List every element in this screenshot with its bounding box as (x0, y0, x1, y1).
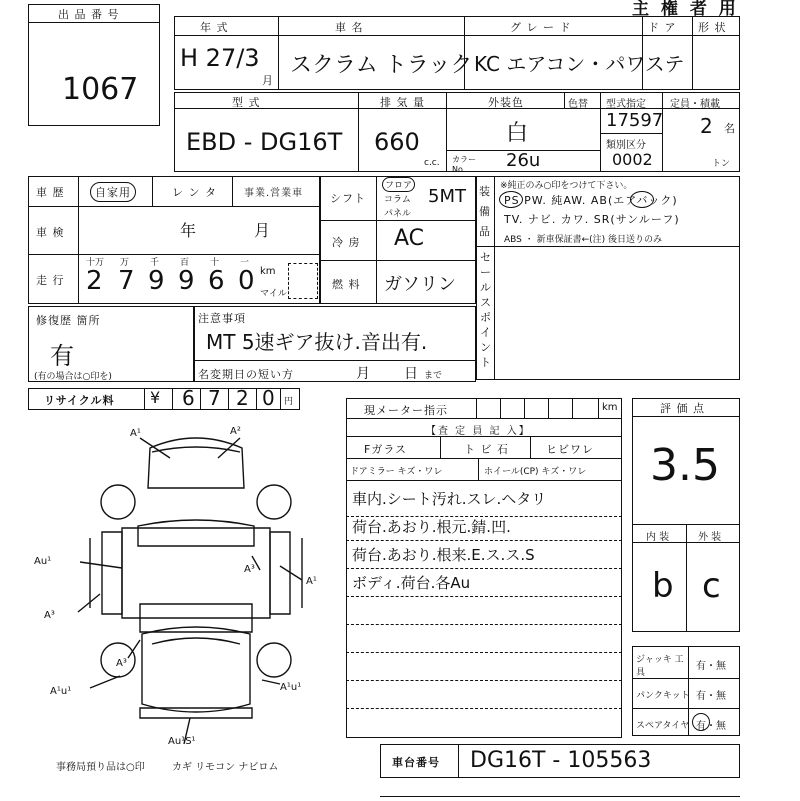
ac-label: 冷 房 (332, 236, 361, 249)
chassis-label: 車台番号 (392, 756, 440, 769)
inspector-note: ボディ.荷台.各Au (352, 574, 471, 592)
page-title: 主 権 者 用 (632, 0, 739, 19)
shift-option-panel: パネル (384, 209, 412, 219)
damage-mark: Au¹ (34, 556, 52, 567)
interior-label: 内 装 (646, 532, 670, 543)
mileage-place: 千 (150, 258, 160, 268)
equipment-note: ※純正のみ○印をつけて下さい。 (500, 181, 633, 191)
history-label: 車 歴 (36, 186, 65, 199)
color-label: 外装色 (488, 96, 524, 109)
wheel-label: ホイール(CP) キズ・ワレ (484, 467, 587, 477)
chassis-value: DG16T - 105563 (470, 748, 652, 773)
repair-value: 有 (50, 342, 74, 370)
meter-unit: km (602, 402, 618, 413)
cc-label: 排 気 量 (380, 96, 425, 109)
mileage-label: 走 行 (36, 274, 65, 287)
recycle-digit: 0 (262, 386, 275, 410)
name-label: 車 名 (335, 21, 364, 34)
mile-checkbox[interactable] (288, 263, 318, 299)
typecode-value: 17597 (606, 110, 664, 131)
grade-label: グ レ ー ド (510, 21, 572, 34)
equipment-line-2: TV. ナビ. カワ. SR(サンルーフ) (504, 213, 680, 226)
damage-mark: Au¹S¹ (168, 736, 196, 747)
history-option-private: 自家用 (90, 182, 136, 202)
mileage-place: 十万 (86, 258, 105, 268)
damage-mark: A³ (116, 658, 127, 669)
shift-value: 5MT (428, 186, 466, 207)
model-value: EBD - DG16T (186, 128, 343, 156)
ac-value: AC (394, 226, 425, 251)
fuel-label: 燃 料 (332, 278, 361, 291)
shift-option-column: コラム (384, 195, 411, 205)
capacity-value: 2 (700, 114, 713, 138)
bottom-box-edge (380, 796, 740, 801)
equipment-line-1: PS PW. 純AW. AB(エアバック) (504, 194, 678, 207)
colorno-label: 色替 (568, 99, 588, 110)
mileage-digit: 9 (148, 266, 165, 296)
caution-month: 月 (356, 366, 371, 382)
recycle-digit: 6 (182, 386, 195, 410)
repair-label: 修復歴 箇所 (36, 314, 101, 327)
glass-tobi: ト ビ 石 (464, 443, 509, 456)
mileage-digit: 9 (178, 266, 195, 296)
cc-unit: c.c. (424, 158, 440, 168)
spare-label: スペアタイヤ (636, 721, 690, 731)
caution-label: 注意事項 (198, 312, 246, 325)
equipment-label: 装 備 品 (479, 185, 491, 238)
model-label: 型 式 (232, 96, 261, 109)
class-label: 類別区分 (606, 140, 646, 151)
mileage-digit: 0 (238, 266, 255, 296)
inspection-month-unit: 月 (254, 221, 272, 240)
colorno-value: 26u (506, 150, 541, 171)
load-unit: トン (712, 159, 731, 169)
damage-mark: A¹u¹ (280, 682, 302, 693)
shift-option-floor: フロア (382, 177, 415, 192)
mileage-digit: 2 (86, 266, 103, 296)
month-unit: 月 (262, 74, 274, 87)
shift-label: シフト (330, 192, 366, 205)
cc-value: 660 (374, 128, 420, 156)
puncture-value: 有・無 (696, 691, 726, 702)
car-diagram (30, 418, 330, 750)
colorno-prefix: カラー No. (452, 155, 476, 174)
year-value: H 27/3 (180, 44, 260, 72)
grade-value: KC エアコン・パワステ (474, 52, 685, 76)
mileage-place: 十 (210, 258, 220, 268)
mileage-place: 百 (180, 258, 190, 268)
rating-score: 3.5 (650, 440, 720, 491)
year-label: 年 式 (200, 21, 229, 34)
equipment-line-3: ABS ・ 新車保証書←(注) 後日送りのみ (504, 235, 663, 245)
typecode-label: 型式指定 (606, 99, 646, 110)
damage-mark: A³ (244, 564, 255, 575)
spare-circle (692, 713, 710, 731)
recycle-digit: 2 (236, 386, 249, 410)
mile-label: マイル (260, 289, 287, 299)
capacity-label: 定員・積載 (670, 99, 720, 110)
door-label: ド ア (648, 21, 677, 34)
recycle-digit: 7 (208, 386, 221, 410)
mirror-label: ドアミラー キズ・ワレ (350, 467, 443, 477)
damage-mark: A¹u¹ (50, 686, 72, 697)
repair-note: (有の場合は○印を) (34, 372, 112, 382)
meter-label: 現メーター指示 (364, 404, 448, 417)
shape-label: 形 状 (698, 21, 727, 34)
inspector-note: 荷台.あおり.根来.E.ス.ス.S (352, 546, 535, 564)
caution-day: 日 (404, 366, 419, 382)
recycle-yen: ¥ (150, 388, 161, 407)
inspection-label: 車 検 (36, 226, 65, 239)
mileage-place: 万 (120, 258, 130, 268)
exterior-score: c (702, 566, 721, 606)
exterior-label: 外 装 (698, 532, 722, 543)
glass-label: Fガラス (364, 443, 407, 456)
mileage-place: 一 (240, 258, 250, 268)
history-option-business: 事業.営業車 (244, 188, 304, 199)
caution-short-label: 名変期日の短い方 (198, 368, 294, 381)
rating-label: 評 価 点 (660, 402, 705, 415)
sales-point-label: セールスポイント (480, 251, 492, 369)
spare-value: 有・無 (696, 721, 726, 732)
mileage-digit: 6 (208, 266, 225, 296)
caution-until: まで (424, 371, 443, 381)
damage-mark: A¹ (130, 428, 141, 439)
interior-score: b (652, 566, 674, 606)
history-option-rental: レ ン タ (172, 186, 217, 199)
damage-mark: A¹ (306, 576, 317, 587)
damage-mark: A³ (44, 610, 55, 621)
keep-items: カギ リモコン ナビロム (172, 762, 279, 773)
lot-label: 出 品 番 号 (58, 8, 120, 21)
mileage-digit: 7 (118, 266, 135, 296)
keep-note: 事務局預り品は○印 (56, 762, 145, 773)
lot-number: 1067 (62, 72, 139, 107)
capacity-unit: 名 (724, 122, 736, 135)
recycle-unit: 円 (284, 397, 294, 407)
jack-value: 有・無 (696, 661, 726, 672)
inspector-note: 車内.シート汚れ.スレ.ヘタリ (352, 490, 547, 508)
inspection-year-unit: 年 (180, 221, 198, 240)
puncture-label: パンクキット (636, 691, 690, 701)
class-value: 0002 (612, 150, 653, 169)
km-label: km (260, 266, 276, 277)
jack-label: ジャッキ 工 具 (636, 655, 684, 678)
caution-value: MT 5速ギア抜け.音出有. (206, 330, 428, 354)
inspector-title: 【査 定 員 記 入】 (426, 426, 531, 437)
inspector-note: 荷台.あおり.根元.錆.凹. (352, 518, 511, 536)
car-name-value: スクラム トラック (290, 53, 473, 78)
fuel-value: ガソリン (384, 274, 456, 295)
recycle-label: リサイクル料 (44, 394, 115, 407)
color-value: 白 (506, 121, 529, 146)
glass-hibi: ヒビワレ (546, 443, 594, 456)
damage-mark: A² (230, 426, 241, 437)
